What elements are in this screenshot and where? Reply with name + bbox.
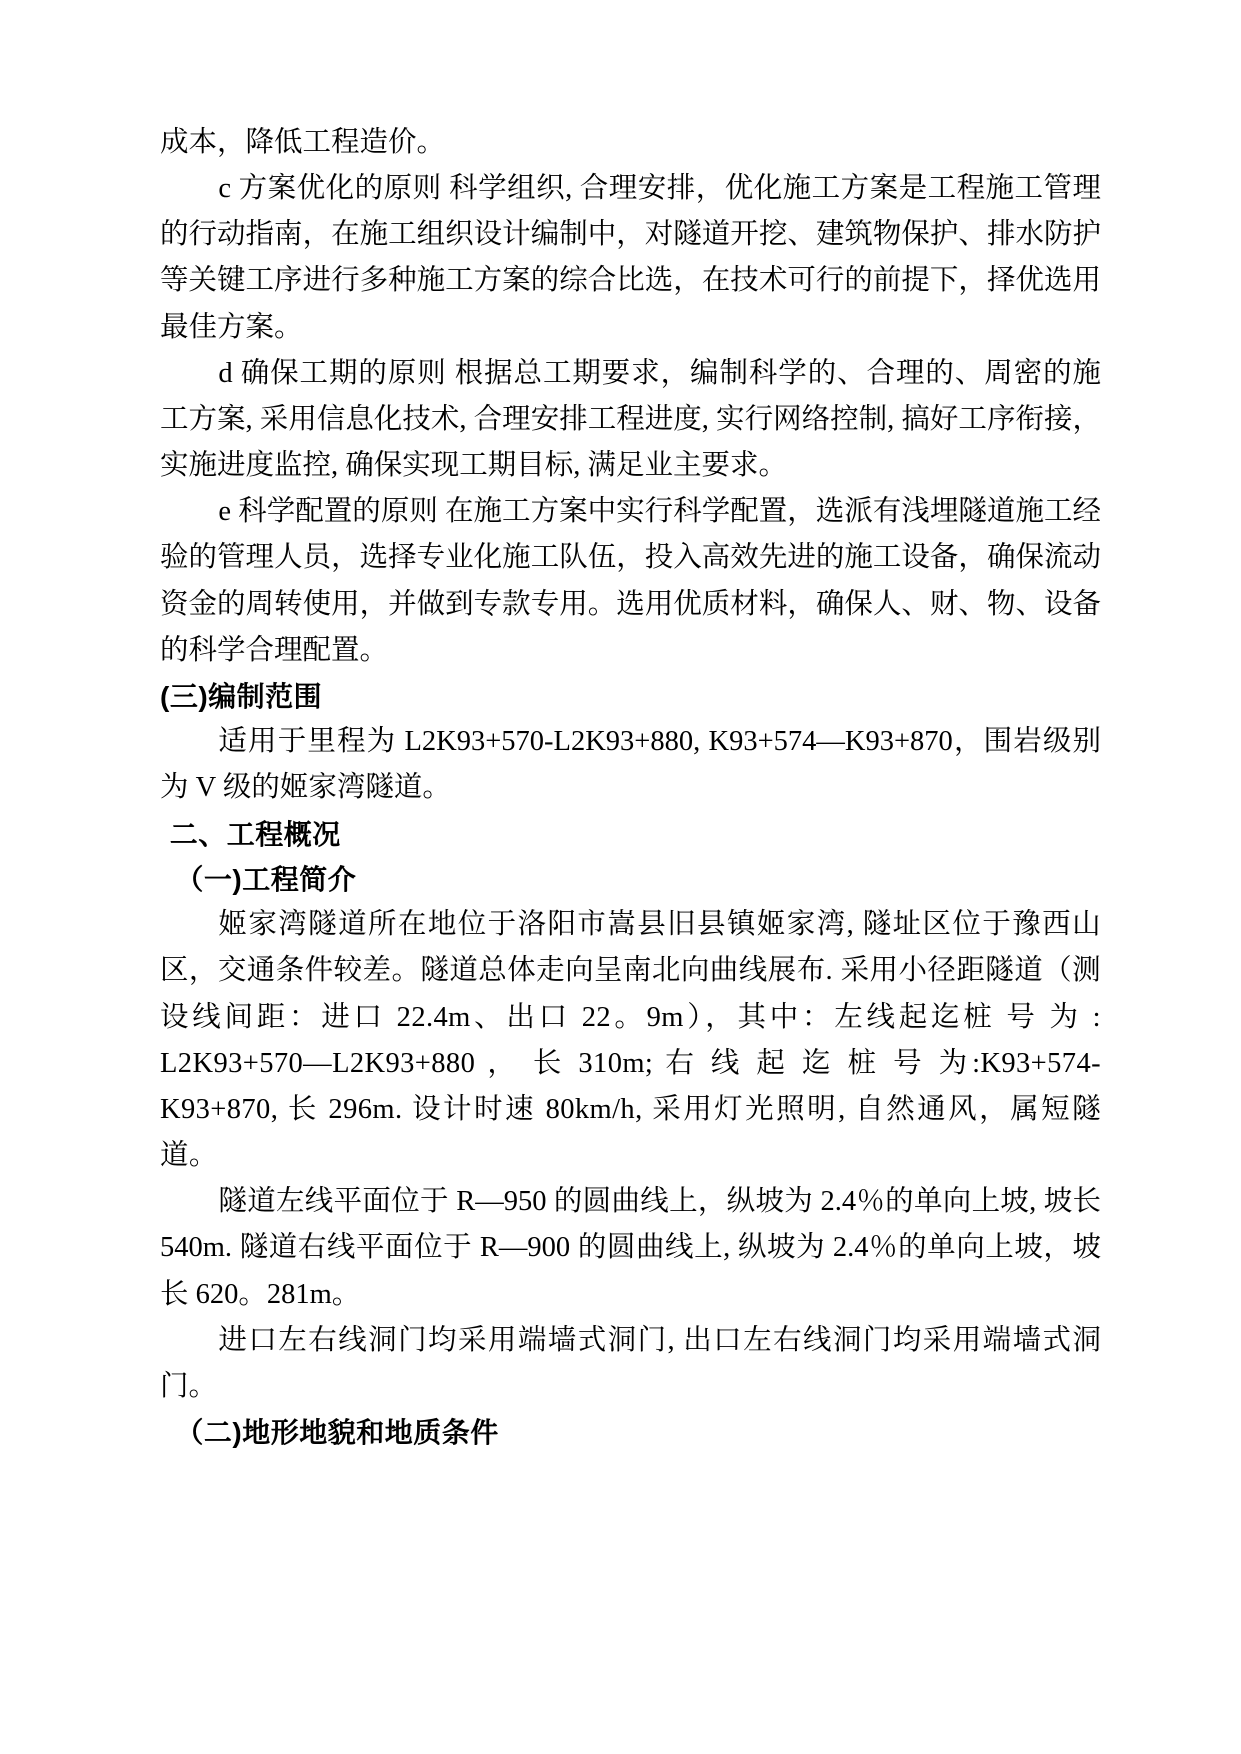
section-heading-project-overview: 二、工程概况: [169, 818, 341, 850]
paragraph: 适用于里程为 L2K93+570-L2K93+880, K93+574—K93+870，围岩级别为 V 级的姬家湾隧道。: [160, 726, 1101, 804]
paragraph: c 方案优化的原则 科学组织, 合理安排，优化施工方案是工程施工管理的行动指南，在施工组织设计编制中，对隧道开挖、建筑物保护、排水防护等关键工序进行多种施工方案的综合比选，在技术可行的前提下，择优选用最佳方案。: [160, 173, 1101, 343]
paragraph: d 确保工期的原则 根据总工期要求，编制科学的、合理的、周密的施工方案, 采用信息化技术, 合理安排工程进度, 实行网络控制, 搞好工序衔接，实施进度监控, 确保实现工期目标, 满足业主要求。: [160, 357, 1101, 482]
paragraph: 成本，降低工程造价。: [160, 127, 446, 158]
section-heading-project-intro: （一)工程简介: [175, 863, 357, 895]
paragraph: 姬家湾隧道所在地位于洛阳市嵩县旧县镇姬家湾, 隧址区位于豫西山区，交通条件较差。隧道总体走向呈南北向曲线展布. 采用小径距隧道（测设线间距：进口 22.4m、出口 22。9m），其中：左线起迄桩 号 为 : L2K93+570—L2K93+880 ， 长 310m; 右 线 起 迄 桩 号 为:K93+574-K93+870, 长 296m. 设计时速 80km/h, 采用灯光照明, 自然通风，属短隧道。: [160, 909, 1101, 1172]
document-content: [160, 120, 1101, 1455]
paragraph: 隧道左线平面位于 R—950 的圆曲线上，纵坡为 2.4％的单向上坡, 坡长 540m. 隧道右线平面位于 R—900 的圆曲线上, 纵坡为 2.4％的单向上坡，坡长 620。281m。: [160, 1186, 1101, 1310]
paragraph: 进口左右线洞门均采用端墙式洞门, 出口左右线洞门均采用端墙式洞门。: [160, 1324, 1101, 1402]
section-heading-scope: (三)编制范围: [160, 680, 323, 712]
paragraph: e 科学配置的原则 在施工方案中实行科学配置，选派有浅埋隧道施工经验的管理人员，选择专业化施工队伍，投入高效先进的施工设备，确保流动资金的周转使用，并做到专款专用。选用优质材料，确保人、财、物、设备的科学合理配置。: [160, 496, 1101, 666]
section-heading-topography-geology: （二)地形地貌和地质条件: [175, 1416, 499, 1448]
